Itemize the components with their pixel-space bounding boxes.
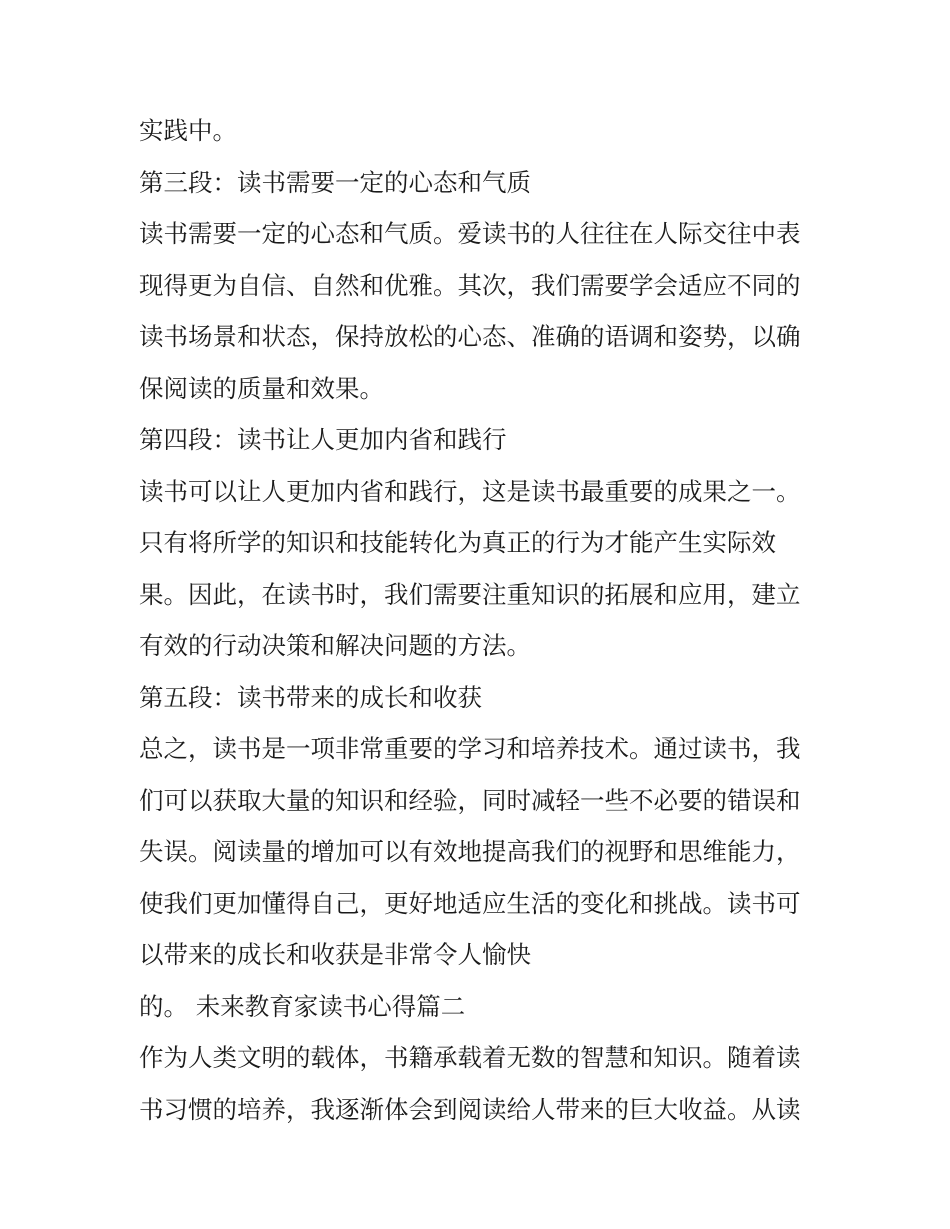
text-line: 以带来的成长和收获是非常令人愉快 xyxy=(139,940,531,969)
text-line: 果。因此，在读书时，我们需要注重知识的拓展和应用，建立 xyxy=(139,579,801,609)
section-heading: 第三段：读书需要一定的心态和气质 xyxy=(139,167,531,197)
article-title-line: 的。 未来教育家读书心得篇二 xyxy=(139,991,466,1021)
text-line: 作为人类文明的载体，书籍承载着无数的智慧和知识。随着读 xyxy=(139,1043,801,1072)
text-line: 有效的行动决策和解决问题的方法。 xyxy=(139,631,531,660)
text-line: 现得更为自信、自然和优雅。其次，我们需要学会适应不同的 xyxy=(139,270,801,300)
text-line: 保阅读的质量和效果。 xyxy=(139,373,384,403)
document-body xyxy=(139,105,819,1135)
text-line: 读书可以让人更加内省和践行，这是读书最重要的成果之一。 xyxy=(139,476,801,506)
text-line: 只有将所学的知识和技能转化为真正的行为才能产生实际效 xyxy=(139,528,776,557)
section-heading: 第五段：读书带来的成长和收获 xyxy=(139,682,482,712)
text-line: 读书需要一定的心态和气质。爱读书的人往往在人际交往中表 xyxy=(139,219,801,248)
section-heading: 第四段：读书让人更加内省和践行 xyxy=(139,425,507,454)
text-line: 总之，读书是一项非常重要的学习和培养技术。通过读书，我 xyxy=(139,734,801,763)
text-line: 们可以获取大量的知识和经验，同时减轻一些不必要的错误和 xyxy=(139,785,801,815)
text-line: 使我们更加懂得自己，更好地适应生活的变化和挑战。读书可 xyxy=(139,888,801,918)
text-line: 失误。阅读量的增加可以有效地提高我们的视野和思维能力， xyxy=(139,837,801,866)
text-line: 实践中。 xyxy=(139,116,237,145)
text-line: 书习惯的培养，我逐渐体会到阅读给人带来的巨大收益。从读 xyxy=(139,1094,801,1124)
text-line: 读书场景和状态，保持放松的心态、准确的语调和姿势，以确 xyxy=(139,322,801,351)
